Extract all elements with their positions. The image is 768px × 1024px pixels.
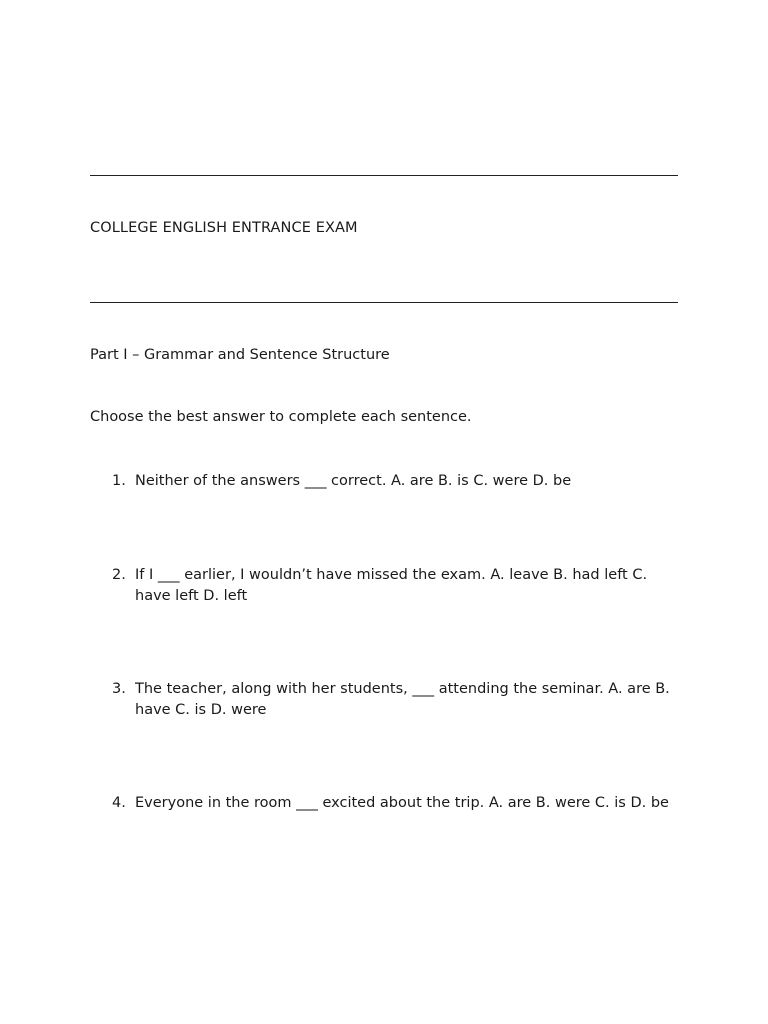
question-number: 4. [112, 795, 126, 811]
part-heading: Part I – Grammar and Sentence Structure [90, 347, 390, 363]
question-number: 3. [112, 681, 126, 697]
question-text: Everyone in the room ___ excited about the trip. A. are B. were C. is D. be [135, 795, 669, 811]
bottom-divider [90, 302, 678, 303]
question-text: If I ___ earlier, I wouldn’t have missed the exam. A. leave B. had left C. have left D. left [135, 567, 648, 604]
question-text: The teacher, along with her students, ___ attending the seminar. A. are B. have C. is D. were [135, 681, 670, 718]
question-text: Neither of the answers ___ correct. A. are B. is C. were D. be [135, 473, 572, 489]
question-number: 1. [112, 473, 126, 489]
question-item-2 [90, 565, 678, 679]
question-list [90, 471, 678, 853]
question-item-4 [90, 793, 678, 853]
question-item-1 [90, 471, 678, 565]
top-divider [90, 175, 678, 176]
instructions-text: Choose the best answer to complete each sentence. [90, 409, 472, 425]
question-number: 2. [112, 567, 126, 583]
exam-title: COLLEGE ENGLISH ENTRANCE EXAM [90, 220, 358, 236]
question-item-3 [90, 679, 678, 793]
